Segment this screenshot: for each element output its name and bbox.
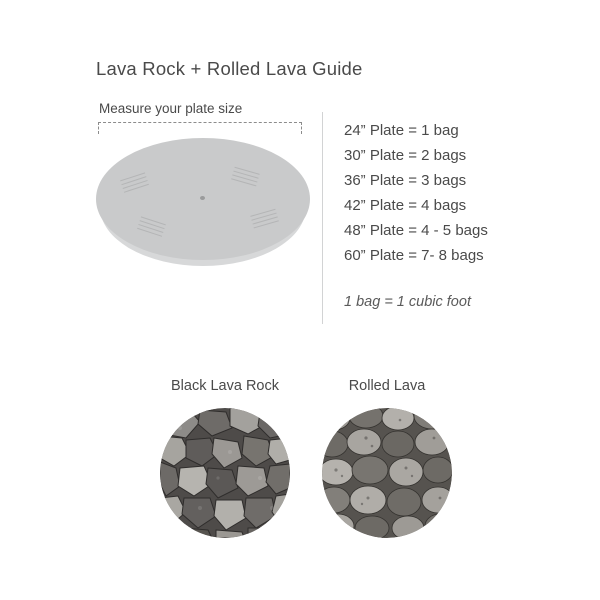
hatch-bottom-right bbox=[250, 209, 279, 232]
black-lava-rock-texture bbox=[160, 408, 290, 538]
measure-label: Measure your plate size bbox=[99, 101, 243, 116]
bracket-tick-right bbox=[301, 122, 302, 134]
hatch-top-left bbox=[120, 172, 150, 195]
swatch-image bbox=[322, 408, 452, 538]
page-title: Lava Rock + Rolled Lava Guide bbox=[96, 58, 363, 79]
bracket-line bbox=[98, 122, 302, 123]
swatch-image bbox=[160, 408, 290, 538]
list-item: 60” Plate = 7- 8 bags bbox=[344, 247, 484, 264]
rolled-lava-texture bbox=[322, 408, 452, 538]
bag-conversion-note: 1 bag = 1 cubic foot bbox=[344, 294, 471, 310]
vertical-divider bbox=[322, 112, 323, 324]
fire-pit-plate-illustration bbox=[96, 138, 310, 268]
bracket-tick-left bbox=[98, 122, 99, 134]
hatch-top-right bbox=[230, 167, 259, 190]
hatch-bottom-left bbox=[136, 216, 166, 239]
swatch-caption: Black Lava Rock bbox=[171, 378, 279, 394]
plate-center-hole bbox=[200, 196, 205, 200]
measure-bracket bbox=[98, 122, 302, 134]
list-item: 48” Plate = 4 - 5 bags bbox=[344, 222, 488, 239]
plate-disc bbox=[96, 138, 310, 260]
swatch-caption: Rolled Lava bbox=[348, 378, 426, 394]
list-item: 42” Plate = 4 bags bbox=[344, 197, 467, 214]
list-item: 24” Plate = 1 bag bbox=[344, 122, 459, 139]
list-item: 36” Plate = 3 bags bbox=[344, 172, 467, 189]
plate-size-list bbox=[344, 118, 564, 268]
list-item: 30” Plate = 2 bags bbox=[344, 147, 467, 164]
